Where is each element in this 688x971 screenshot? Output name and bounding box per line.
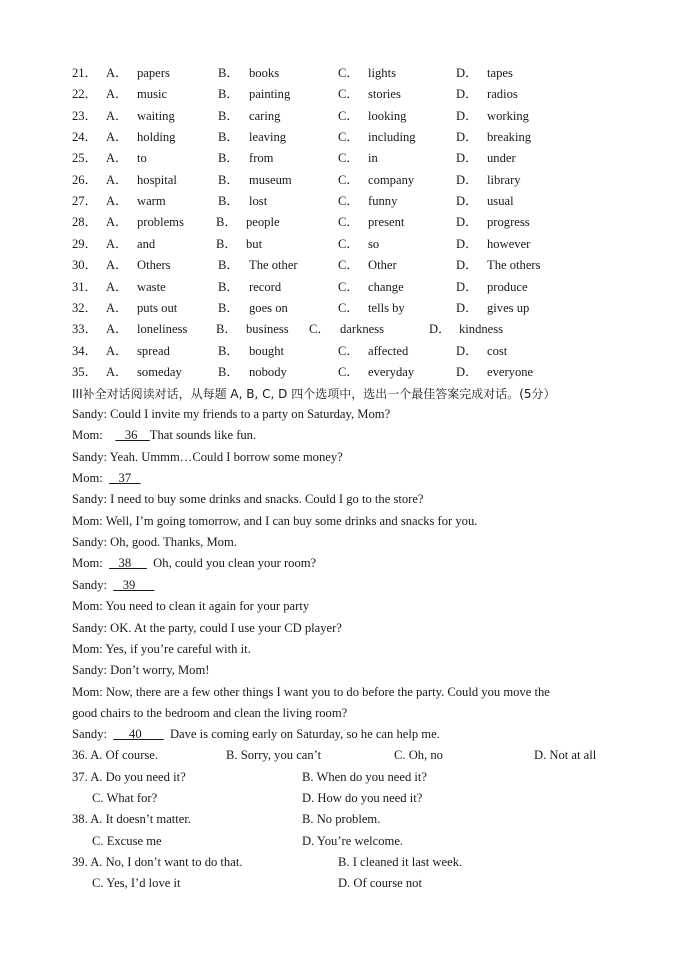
mc-c-letter: C． [338,236,359,251]
mc-a-letter: A． [106,300,128,315]
mc-c-letter: C． [338,279,359,294]
mc-a-letter: A． [106,236,128,251]
dialogue-text: Sandy: OK. At the party, could I use your CD player? [72,620,342,635]
mc-b: painting [249,87,291,102]
mc-num: 29． [72,236,98,251]
mc-d: library [487,172,521,187]
dialogue-line [72,685,550,699]
mc-b: The other [249,258,298,273]
mc-b: museum [249,172,292,187]
mc-c-letter: C． [338,300,359,315]
mc-d: tapes [487,66,513,80]
mc-a: puts out [137,300,178,315]
mc-a-letter: A． [106,108,128,123]
dialogue-text: Oh, could you clean your room? [146,556,317,571]
mc-d-letter: D． [456,279,478,294]
dialogue-text: Mom: [72,428,116,443]
mc-b: record [249,279,282,294]
mc-b: bought [249,343,284,358]
mc-num: 23． [72,108,98,123]
q36-option-c: C. Oh, no [394,748,443,762]
mc-d: everyone [487,364,534,379]
dialogue-line [72,706,347,720]
dialogue-line [72,599,309,613]
mc-b: but [246,236,263,251]
mc-b-letter: B． [216,322,237,337]
mc-a: problems [137,215,184,230]
mc-b-letter: B． [218,194,239,209]
mc-c-letter: C． [309,322,330,337]
mc-a-letter: A． [106,87,128,102]
dialogue-text: Mom: Well, I’m going tomorrow, and I can buy some drinks and snacks for you. [72,513,478,528]
mc-d: cost [487,343,508,358]
mc-d: breaking [487,130,532,145]
dialogue-text: Mom: Now, there are a few other things I want you to do before the party. Could you move the [72,684,550,699]
mc-a-letter: A． [106,194,128,209]
mc-b-letter: B． [216,215,237,230]
mc-b: goes on [249,300,288,315]
q37-option-b: B. When do you need it? [302,770,427,784]
mc-c: including [368,130,416,145]
mc-b: people [246,215,280,230]
mc-c: darkness [340,322,385,337]
mc-num: 28． [72,215,98,230]
dialogue-line [72,642,251,656]
mc-d: however [487,236,531,251]
q39-option-c: C. Yes, I’d love it [92,876,181,890]
dialogue-text: That sounds like fun. [149,428,257,443]
dialogue-line [72,407,390,421]
dialogue-text: Sandy: Don’t worry, Mom! [72,663,210,678]
mc-d-letter: D． [429,322,451,337]
mc-b-letter: B． [218,172,239,187]
mc-c: looking [368,108,407,123]
dialogue-text: Mom: You need to clean it again for your party [72,599,310,614]
q36-option-b: B. Sorry, you can’t [226,748,322,762]
dialogue-text: Mom: [72,556,110,571]
mc-d-letter: D． [456,215,478,230]
mc-c-letter: C． [338,108,359,123]
mc-b: lost [249,194,268,209]
mc-c-letter: C． [338,194,359,209]
mc-b-letter: B． [218,343,239,358]
mc-d-letter: D． [456,194,478,209]
mc-b-letter: B． [218,87,239,102]
dialogue-line [72,428,256,442]
mc-b-letter: B． [218,151,239,166]
mc-b: business [246,322,289,337]
mc-num: 32． [72,300,98,315]
dialogue-line [72,492,424,506]
dialogue-text: Sandy: Oh, good. Thanks, Mom. [72,535,237,550]
mc-a: hospital [137,172,177,187]
dialogue-text: good chairs to the bedroom and clean the living room? [72,705,348,720]
mc-a-letter: A． [106,151,128,166]
mc-c: affected [368,343,409,358]
dialogue-line [72,514,477,528]
mc-a: waiting [137,108,175,123]
mc-c: change [368,279,404,294]
mc-a-letter: A． [106,343,128,358]
mc-a-letter: A． [106,322,128,337]
q37-option-a: 37. A. Do you need it? [72,770,186,784]
mc-b-letter: B． [218,108,239,123]
mc-d-letter: D． [456,130,478,145]
mc-c: in [368,151,378,166]
mc-a: warm [137,194,166,209]
mc-c-letter: C． [338,364,359,379]
mc-d-letter: D． [456,258,478,273]
mc-num: 34． [72,343,98,358]
mc-d-letter: D． [456,87,478,102]
mc-d-letter: D． [456,300,478,315]
mc-num: 25． [72,151,98,166]
mc-a-letter: A． [106,172,128,187]
mc-b-letter: B． [216,236,237,251]
mc-a: papers [137,66,170,80]
mc-d: kindness [459,322,504,337]
mc-num: 21． [72,66,98,80]
dialogue-text: Dave is coming early on Saturday, so he can help me. [163,727,440,742]
mc-b: from [249,151,274,166]
mc-num: 22． [72,87,98,102]
mc-b: books [249,66,280,80]
mc-d-letter: D． [456,108,478,123]
mc-d: working [487,108,529,123]
mc-d: progress [487,215,530,230]
mc-d: The others [487,258,541,273]
mc-a-letter: A． [106,215,128,230]
mc-d: radios [487,87,518,102]
mc-c: Other [368,258,397,273]
mc-a: music [137,87,168,102]
mc-num: 31． [72,279,98,294]
mc-a-letter: A． [106,130,128,145]
mc-c-letter: C． [338,87,359,102]
mc-d: under [487,151,516,166]
mc-c: stories [368,87,401,102]
q38-option-d: D. You’re welcome. [302,834,404,848]
mc-b-letter: B． [218,364,239,379]
mc-a-letter: A． [106,66,128,80]
dialogue-line [72,663,209,677]
mc-a: Others [137,258,171,273]
mc-num: 30． [72,258,98,273]
mc-c-letter: C． [338,343,359,358]
dialogue-text: Sandy: [72,727,114,742]
mc-c-letter: C． [338,172,359,187]
mc-c: lights [368,66,396,80]
dialogue-text: Sandy: Could I invite my friends to a party on Saturday, Mom? [72,407,391,421]
dialogue-line [72,556,316,570]
mc-c-letter: C． [338,66,359,80]
q39-option-d: D. Of course not [338,876,422,890]
mc-c: tells by [368,300,405,315]
mc-a: waste [137,279,166,294]
q36-option-a: 36. A. Of course. [72,748,159,762]
dialogue-text: Mom: Yes, if you’re careful with it. [72,641,251,656]
dialogue-line [72,578,154,592]
mc-b-letter: B． [218,66,239,80]
mc-b-letter: B． [218,130,239,145]
mc-b: caring [249,108,281,123]
mc-d-letter: D． [456,151,478,166]
mc-a: spread [137,343,170,358]
mc-c: funny [368,194,398,209]
mc-b: leaving [249,130,287,145]
mc-b-letter: B． [218,300,239,315]
mc-d: gives up [487,300,530,315]
mc-a: loneliness [137,322,188,337]
dialogue-text: Mom: [72,471,110,486]
q37-option-c: C. What for? [92,791,158,805]
mc-a: and [137,236,156,251]
dialogue-line [72,727,440,741]
answer-blank: 39 [113,577,155,592]
section-title: III补全对话阅读对话，从每题 A, B, C, D 四个选项中，选出一个最佳答案完成对话。(5分） [72,387,556,401]
mc-a-letter: A． [106,279,128,294]
dialogue-line [72,621,342,635]
mc-c: company [368,172,415,187]
q38-option-a: 38. A. It doesn’t matter. [72,812,192,826]
mc-c-letter: C． [338,130,359,145]
mc-d-letter: D． [456,66,478,80]
mc-num: 27． [72,194,98,209]
mc-c-letter: C． [338,258,359,273]
mc-num: 24． [72,130,98,145]
mc-c-letter: C． [338,151,359,166]
mc-d-letter: D． [456,172,478,187]
mc-c: so [368,236,380,251]
q36-option-d: D. Not at all [534,748,597,762]
mc-b-letter: B． [218,258,239,273]
dialogue-text: Sandy: [72,577,114,592]
mc-b-letter: B． [218,279,239,294]
mc-a: to [137,151,147,166]
dialogue-line [72,471,141,485]
mc-d-letter: D． [456,236,478,251]
dialogue-text: Sandy: Yeah. Ummm…Could I borrow some money? [72,449,343,464]
mc-a: someday [137,364,182,379]
mc-d-letter: D． [456,364,478,379]
q39-option-b: B. I cleaned it last week. [338,855,463,869]
dialogue-line [72,535,237,549]
q38-option-b: B. No problem. [302,812,381,826]
mc-c: present [368,215,405,230]
mc-num: 33． [72,322,98,337]
q38-option-c: C. Excuse me [92,834,162,848]
mc-d: usual [487,194,514,209]
answer-blank: 37 [109,471,141,486]
mc-num: 26． [72,172,98,187]
answer-blank: 40 [113,727,164,742]
dialogue-text: Sandy: I need to buy some drinks and snacks. Could I go to the store? [72,492,424,507]
mc-d: produce [487,279,528,294]
answer-blank: 38 [109,556,147,571]
answer-blank: 36 [115,428,150,443]
mc-c-letter: C． [338,215,359,230]
mc-a: holding [137,130,176,145]
mc-num: 35． [72,364,98,379]
mc-d-letter: D． [456,343,478,358]
mc-a-letter: A． [106,364,128,379]
q39-option-a: 39. A. No, I don’t want to do that. [72,855,243,869]
mc-b: nobody [249,364,287,379]
dialogue-line [72,450,343,464]
q37-option-d: D. How do you need it? [302,791,423,805]
mc-a-letter: A． [106,258,128,273]
mc-c: everyday [368,364,415,379]
